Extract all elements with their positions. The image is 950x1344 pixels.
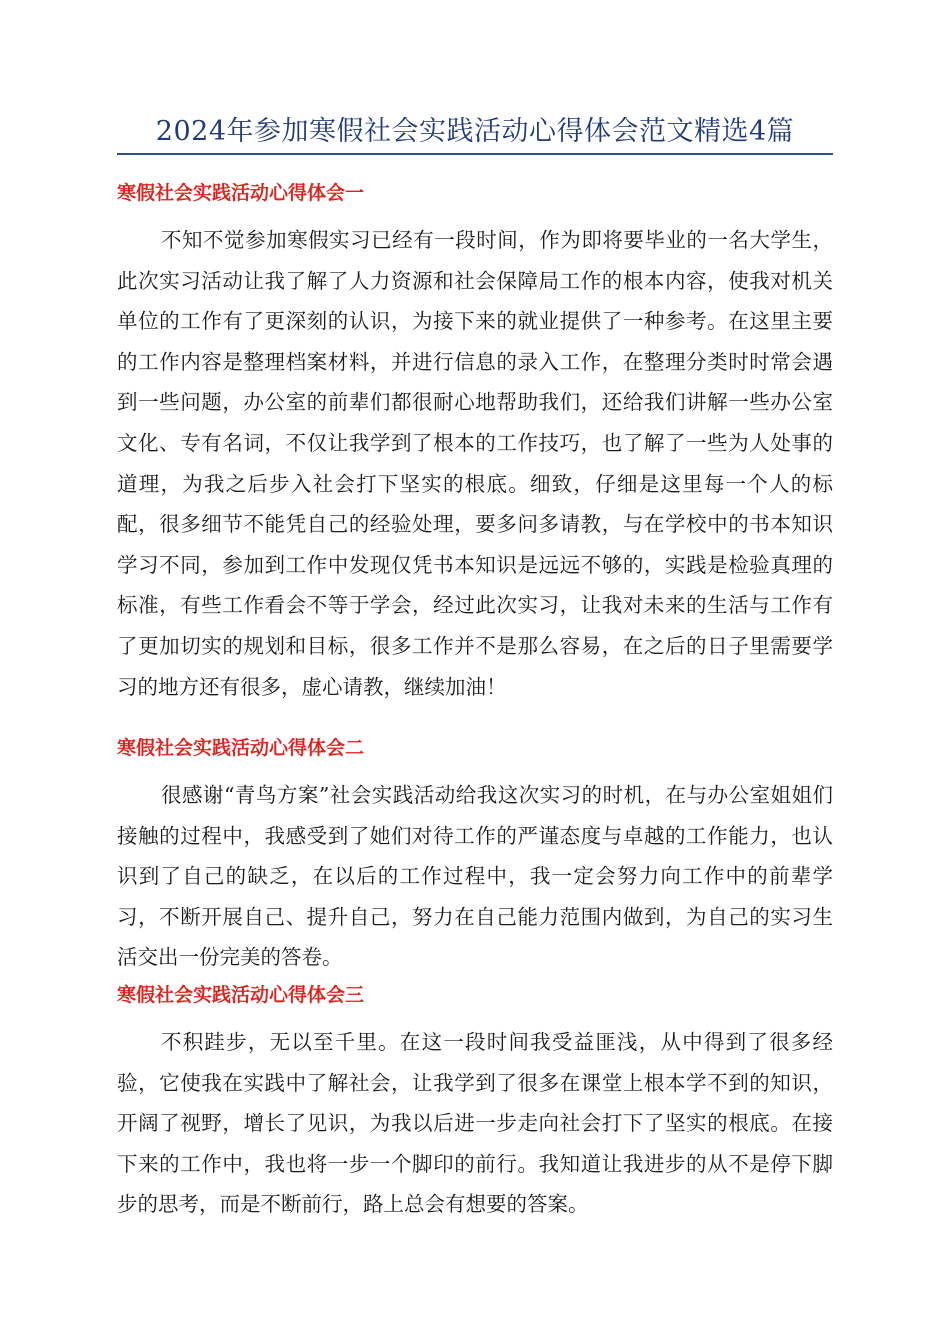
section-paragraph-1: 不知不觉参加寒假实习已经有一段时间，作为即将要毕业的一名大学生，此次实习活动让我了解了人力资源和社会保障局工作的根本内容，使我对机关单位的工作有了更深刻的认识，为接下来的就业提供了一种参考。在这里主要的工作内容是整理档案材料，并进行信息的录入工作，在整理分类时时常会遇到一些问题，办公室的前辈们都很耐心地帮助我们，还给我们讲解一些办公室文化、专有名词，不仅让我学到了根本的工作技巧，也了解了一些为人处事的道理，为我之后步入社会打下坚实的根底。细致，仔细是这里每一个人的标配，很多细节不能凭自己的经验处理，要多问多请教，与在学校中的书本知识学习不同，参加到工作中发现仅凭书本知识是远远不够的，实践是检验真理的标准，有些工作看会不等于学会，经过此次实习，让我对未来的生活与工作有了更加切实的规划和目标，很多工作并不是那么容易，在之后的日子里需要学习的地方还有很多，虚心请教，继续加油！ [117, 228, 833, 699]
section-heading-3: 寒假社会实践活动心得体会三 [117, 984, 365, 1006]
section-heading-1: 寒假社会实践活动心得体会一 [117, 182, 365, 204]
section-paragraph-2: 很感谢“青鸟方案”社会实践活动给我这次实习的时机，在与办公室姐姐们接触的过程中，我感受到了她们对待工作的严谨态度与卓越的工作能力，也认识到了自己的缺乏，在以后的工作过程中，我一定会努力向工作中的前辈学习，不断开展自己、提升自己，努力在自己能力范围内做到，为自己的实习生活交出一份完美的答卷。 [117, 783, 833, 970]
title-underline [117, 153, 833, 155]
section-heading-2: 寒假社会实践活动心得体会二 [117, 737, 365, 759]
document-title: 2024年参加寒假社会实践活动心得体会范文精选4篇 [155, 116, 795, 147]
section-paragraph-3: 不积跬步，无以至千里。在这一段时间我受益匪浅，从中得到了很多经验，它使我在实践中了解社会，让我学到了很多在课堂上根本学不到的知识，开阔了视野，增长了见识，为我以后进一步走向社会打下了坚实的根底。在接下来的工作中，我也将一步一个脚印的前行。我知道让我进步的从不是停下脚步的思考，而是不断前行，路上总会有想要的答案。 [117, 1030, 833, 1217]
